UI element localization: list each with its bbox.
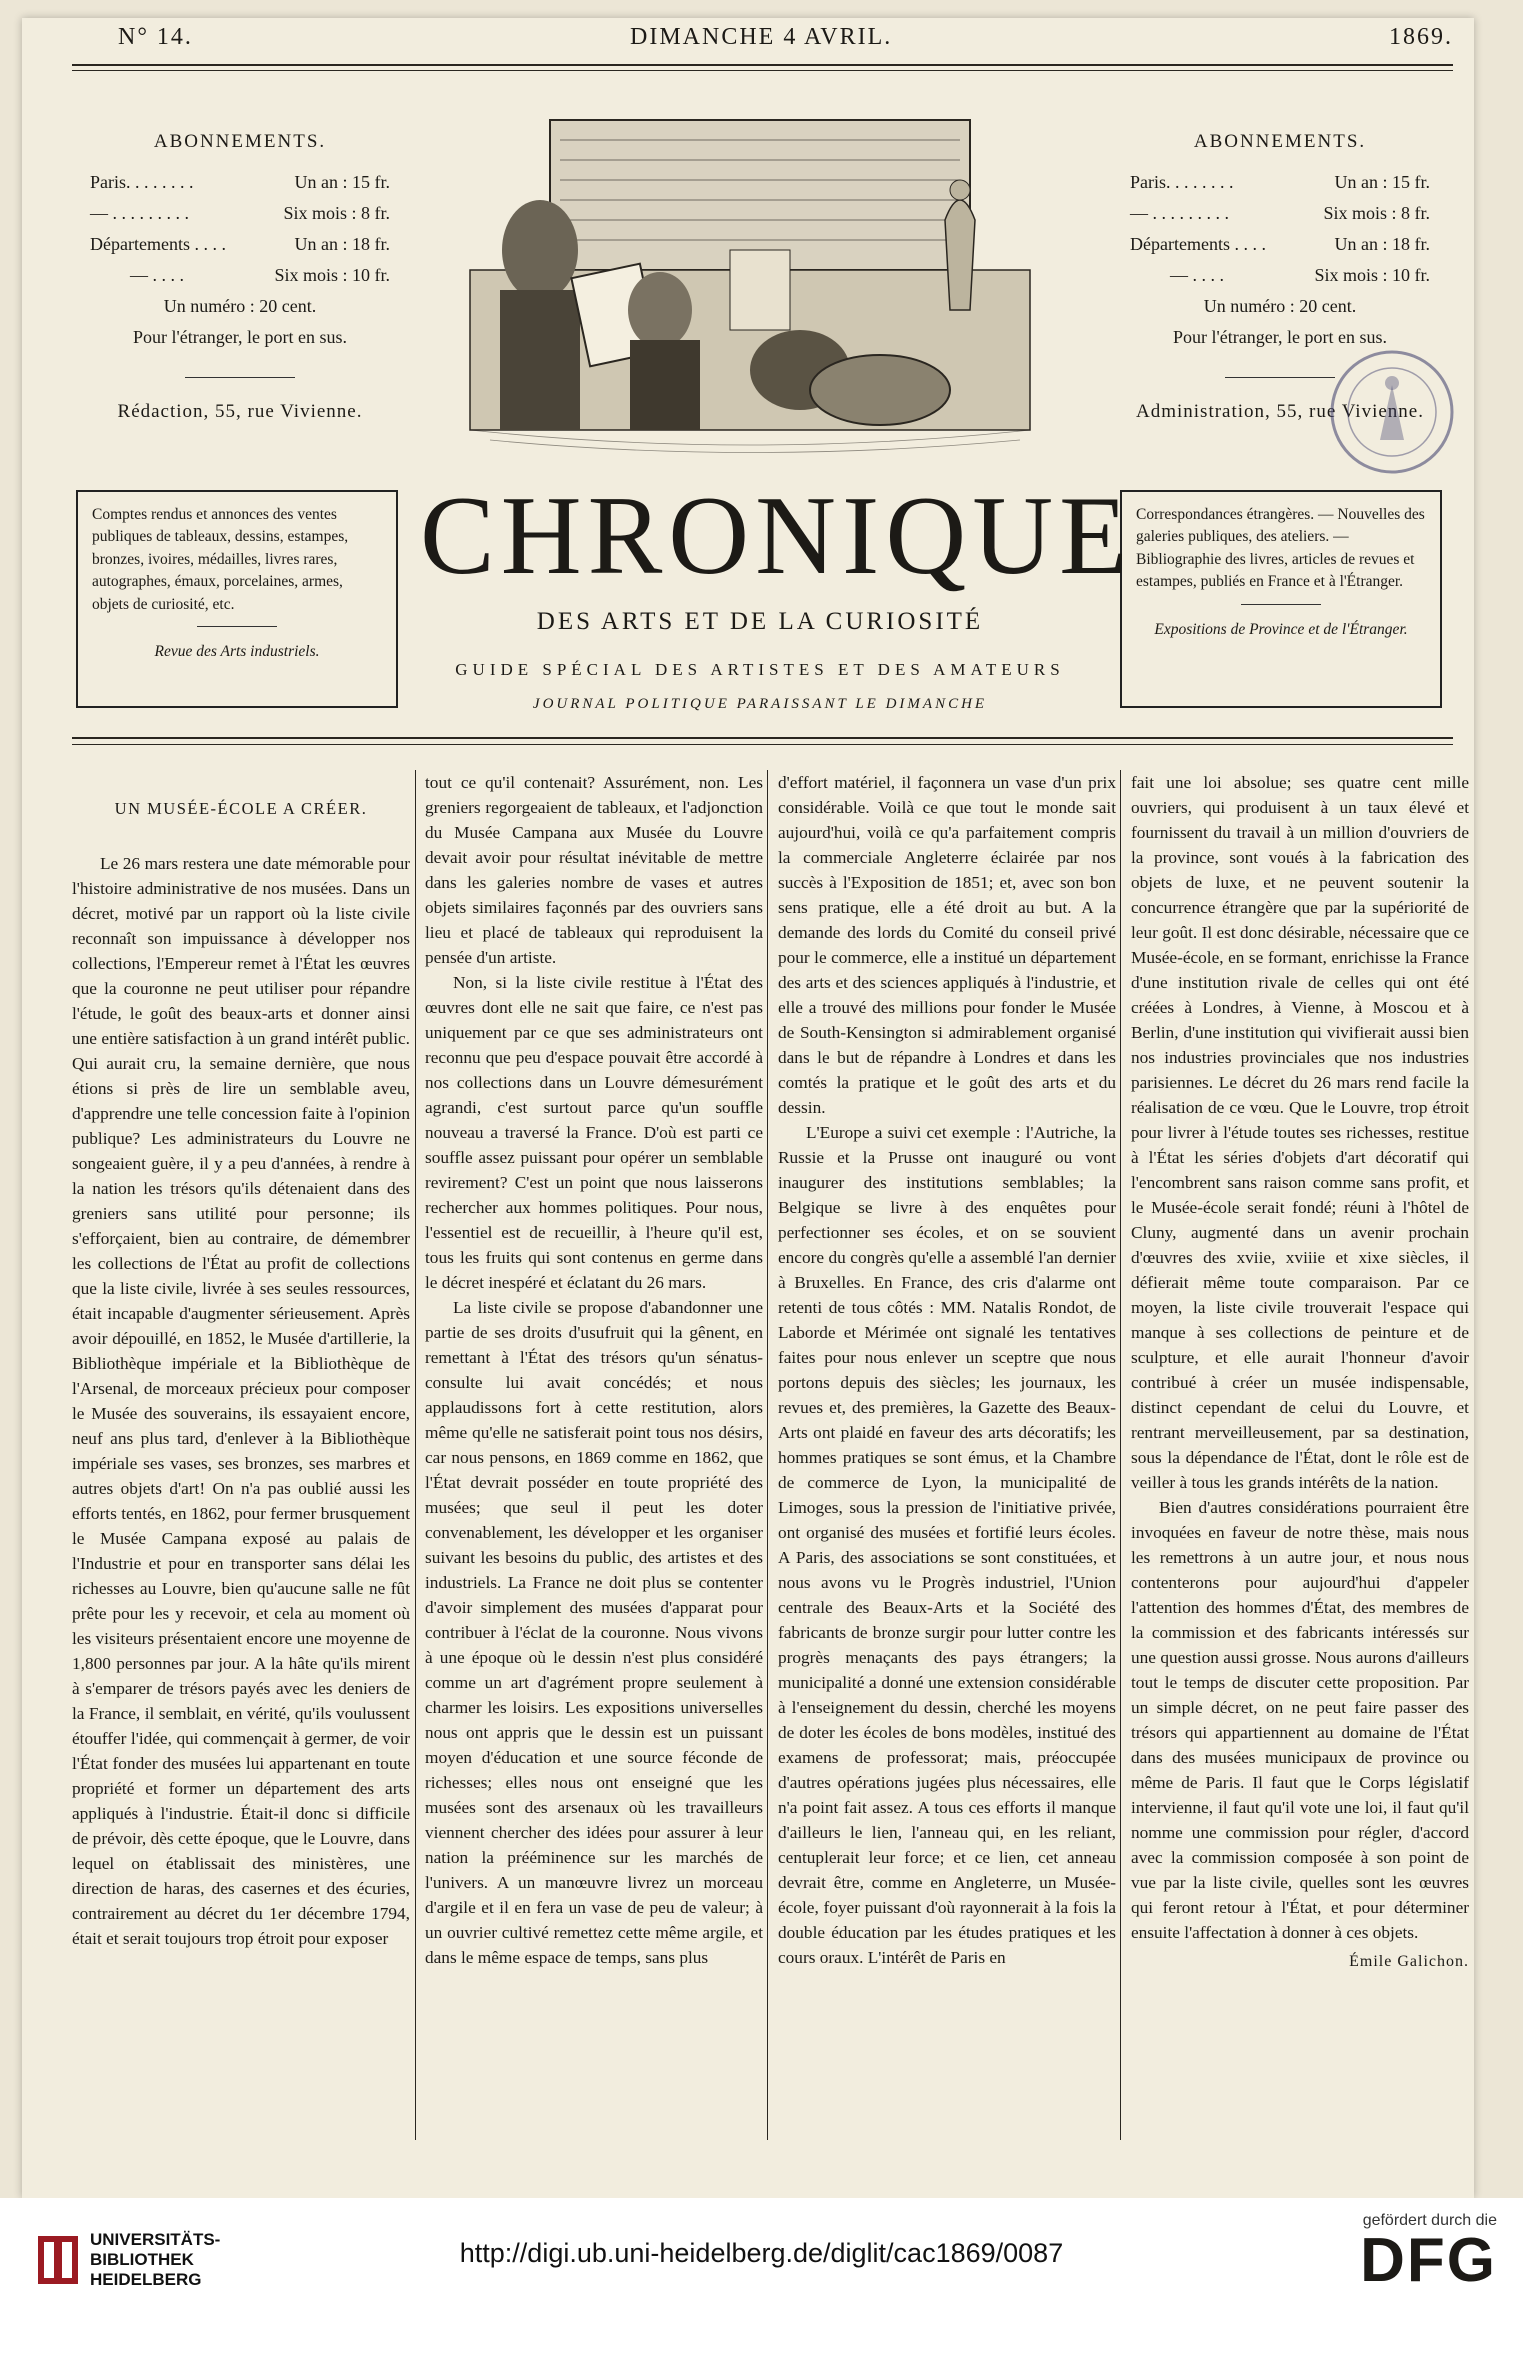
article-paragraph: Bien d'autres considérations pourraient être invoquées en faveur de notre thèse, mais nous les remettrons à un autre jour, et nous nous contenterons pour aujourd'hui d'appeler l'attention des hommes d'État, des membres de la commission et des fabricants intéressés sur une question aussi grosse. Nous aurons d'ailleurs tout le temps de discuter cette proposition. Par un simple décret, on ne peut faire passer des trésors qui appartiennent au domaine de l'État dans des musées municipaux de province ou même de Paris. Il faut que le Corps législatif intervienne, il faut qu'il vote une loi, il faut qu'il nomme une commission pour régler, d'accord avec la commission composée à son point de vue par la liste civile, quelles sont les œuvres qui feront retour à l'État, et pour déterminer ensuite l'affectation à donner à ces objets. [1131,1498,1469,1942]
article-column-3 [778,770,1116,1970]
funded-by-text: gefördert durch die [1362,2212,1497,2229]
subscriptions-left [90,132,390,421]
issue-year: 1869. [1389,24,1453,50]
article-heading: UN MUSÉE-ÉCOLE A CRÉER. [114,799,368,818]
library-name-line3: HEIDELBERG [90,2270,202,2289]
masthead-rule [72,737,1453,739]
dfg-logo[interactable] [1360,2212,1497,2295]
content-box-text: Comptes rendus et annonces des ventes publiques de tableaux, dessins, estampes, bronzes, ivoires, médailles, livres rares, autographes, émaux, porcelaines, armes, objets de curiosité, etc. [92,506,349,613]
issue-number: N° 14. [118,24,193,50]
editorial-address: Rédaction, 55, rue Vivienne. [117,401,363,422]
single-issue-price: Un numéro : 20 cent. [163,296,317,316]
content-box-right [1120,490,1442,708]
library-stamp-icon [1325,345,1460,480]
short-divider [1241,604,1321,605]
article-paragraph: Non, si la liste civile restitue à l'État des œuvres dont elle ne sait que faire, ce n'est pas uniquement par ce que ses administrateurs ont reconnu que peu d'espace pouvait être accordé à nos collections dans un Louvre démesurément agrandi, c'est surtout parce qu'un souffle nouveau a traversé la France. D'où est parti ce souffle assez puissant pour opérer un semblable revirement? C'est un point que nous laisserons rechercher aux hommes politiques. Pour nous, l'essentiel est de recueillir, à l'heure qu'il est, tous les fruits qui sont contenus en germe dans le décret inespéré et éclatant du 26 mars. [425,973,763,1292]
article-column-2 [425,770,763,1970]
single-issue-price: Un numéro : 20 cent. [1203,296,1357,316]
content-box-footer: Revue des Arts industriels. [154,643,320,661]
column-separator [415,770,416,2140]
masthead-rule-thin [72,744,1453,745]
document-url-link[interactable]: http://digi.ub.uni-heidelberg.de/diglit/cac1869/0087 [459,2238,1064,2268]
header-row [100,24,1453,64]
subscription-row: Paris. . . . . . . . Un an : 15 fr. [90,172,390,192]
foreign-postage-note: Pour l'étranger, le port en sus. [133,327,347,347]
article-paragraph: tout ce qu'il contenait? Assurément, non. Les greniers regorgeaient de tableaux, et l'adjonction du Musée Campana aux Musée du Louvre devait avoir pour résultat inévitable de mettre dans les galeries nombre de vases et autres objets similaires façonnés par des ouvriers sans lieu et placé de tableaux qui reproduisent la pensée d'un artiste. [425,773,763,967]
masthead-title: CHRONIQUE [420,474,1134,598]
content-box-text: Correspondances étrangères. — Nouvelles des galeries publiques, des ateliers. — Bibliographie des livres, articles de revues et estampes, publiés en France et à l'Étranger. [1136,506,1425,591]
library-name-line1: UNIVERSITÄTS- [90,2230,221,2249]
header-rule-thin [72,70,1453,71]
subscription-row: — . . . . . . . . . Six mois : 8 fr. [1130,203,1430,223]
short-divider [1225,377,1335,378]
article-paragraph: d'effort matériel, il façonnera un vase d'un prix considérable. Voilà ce que tout le monde sait aujourd'hui, voilà ce qu'a parfaitement compris la commerciale Angleterre éclairée par nos succès à l'Exposition de 1851; et, avec son bon sens pratique, elle a été droit au but. A la demande des lords du Comité du conseil privé pour le commerce, elle a institué un département des arts et des sciences appliqués à l'industrie, et elle a trouvé des millions pour fonder le Musée de South-Kensington si admirablement organisé dans le but de répandre à Londres et dans les comtés la pratique et le goût des arts et du dessin. [778,773,1116,1117]
article-signature: Émile Galichon. [1349,1953,1469,1970]
article-paragraph: La liste civile se propose d'abandonner une partie de ses droits d'usufruit qui la gênent, en remettant à l'État des trésors qu'un sénatus-consulte lui avait concédés; et nous applaudissons fort à cette restitution, alors même qu'elle ne satisferait point tous nos désirs, car nous pensons, en 1869 comme en 1862, que l'État devrait posséder en toute propriété des musées; que seul il peut les doter convenablement, les développer et les organiser suivant les besoins du public, des artistes et des industriels. La France ne doit plus se contenter d'avoir simplement des musées d'apparat pour contribuer à l'éclat de la couronne. Nous vivons à une époque où le dessin n'est plus considéré comme un art d'agrément propre seulement à charmer les loisirs. Les expositions universelles nous ont appris que le dessin est un puissant moyen d'éducation et une source féconde de richesses; elles nous ont enseigné que les musées sont des arsenaux où les travailleurs viennent chercher des idées pour assurer à leur nation la prééminence sur les marchés de l'univers. A un manœuvre livrez un morceau d'argile et il en fera un vase de peu de valeur; à un ouvrier cultivé remettez cette même argile, et dans le même espace de temps, sans plus [425,1298,763,1967]
subscription-row: Paris. . . . . . . . Un an : 15 fr. [1130,172,1430,192]
subscription-row: — . . . . Six mois : 10 fr. [130,265,390,285]
short-divider [185,377,295,378]
article-column-4 [1131,770,1469,1974]
article-paragraph: fait une loi absolue; ses quatre cent mille ouvriers, qui produisent à un taux élevé et fournissent du travail à un million d'ouvriers de la province, sont voués à la fabrication des objets de luxe, et ne peuvent soutenir la concurrence étrangère que par la supériorité de leur goût. Il est donc désirable, nécessaire que ce Musée-école, en se formant, enrichisse la France d'une institution rivale de celles qui ont été créées à Londres, à Vienne, à Moscou et à Berlin, d'une institution qui vivifierait aussi bien nos industries provinciales que nos industries parisiennes. Le décret du 26 mars rend facile la réalisation de ce vœu. Que le Louvre, trop étroit pour livrer à l'étude toutes ses richesses, restitue à l'État les séries d'objets d'art décoratif qui l'encombrent sans raison comme sans profit, et le Musée-école serait fondé; réuni à l'hôtel de Cluny, augmenté dans un avenir prochain d'œuvres des xviie, xviiie et xixe siècles, il défierait même toute comparaison. Par ce moyen, la liste civile trouverait l'espace qui manque à ses collections de peinture et de sculpture, et elle aurait l'honneur d'avoir contribué à créer un musée indispensable, distinct cependant de celui du Louvre, et rentrant merveilleusement, par sa destination, sous la dépendance de l'État, dont le rôle est de veiller à tous les grands intérêts de la nation. [1131,773,1469,1492]
library-name-line2: BIBLIOTHEK [90,2250,194,2269]
subscription-row: Départements . . . . Un an : 18 fr. [1130,234,1430,254]
masthead-illustration [430,100,1080,470]
subscription-row: Départements . . . . Un an : 18 fr. [90,234,390,254]
content-box-left [76,490,398,708]
digitization-footer [0,2198,1523,2353]
subscription-row: — . . . . . . . . . Six mois : 8 fr. [90,203,390,223]
header-rule [72,64,1453,66]
content-box-footer: Expositions de Province et de l'Étranger. [1154,620,1408,638]
foreign-postage-note: Pour l'étranger, le port en sus. [1173,327,1387,347]
subscriptions-title: ABONNEMENTS. [1193,131,1367,152]
dfg-wordmark: DFG [1360,2226,1497,2295]
masthead-subtitle: DES ARTS ET DE LA CURIOSITÉ [536,608,984,635]
administration-address: Administration, 55, rue Vivienne. [1136,401,1424,422]
subscriptions-title: ABONNEMENTS. [153,131,327,152]
masthead-guide: GUIDE SPÉCIAL DES ARTISTES ET DES AMATEURS [455,660,1065,679]
article-paragraph: Le 26 mars restera une date mémorable pour l'histoire administrative de nos musées. Dans un décret, motivé par un rapport où la liste civile reconnaît son impuissance à développer nos collections, l'Empereur remet à l'État les œuvres que la couronne ne peut utiliser pour répandre l'étude, le goût des beaux-arts et donner ainsi une entière satisfaction à un grand intérêt public. Qui aurait cru, la semaine dernière, que nous étions si près de lire un semblable aveu, d'apprendre une telle concession faite à l'opinion publique? Les administrateurs du Louvre ne songeaient guère, il y a peu d'années, à rendre à la nation les trésors qu'ils détenaient dans des greniers sans utilité pour personne; ils s'efforçaient, bien au contraire, de démembrer les collections de l'État au profit de collections que la liste civile, livrée à ses seules ressources, était incapable d'augmenter sérieusement. Après avoir dépouillé, en 1852, le Musée d'artillerie, la Bibliothèque impériale et la Bibliothèque de l'Arsenal, de morceaux précieux pour composer le Musée des souverains, ils essayaient encore, neuf ans plus tard, d'enlever à la Bibliothèque impériale ses vases, ses bronzes, ses marbres et autres objets d'art! On n'a pas oublié aussi les efforts tentés, en 1862, pour fermer brusquement le Musée Campana exposé au palais de l'Industrie et pour en transporter sans délai les richesses au Louvre, bien qu'aucune salle ne fût prête pour les y recevoir, et cela au moment où les visiteurs présentaient encore une moyenne de 1,800 personnes par jour. A la hâte qu'ils mirent à s'emparer de trésors payés avec les deniers de la France, il semblait, en vérité, qu'ils voulussent étouffer l'idée, qui commençait à germer, de voir l'État fonder des musées lui appartenant en toute propriété et former un département des arts appliqués à l'industrie. Était-il donc si difficile de prévoir, dès cette époque, que le Louvre, dans lequel on établissait des ministères, une direction de haras, des casernes et des écuries, contrairement au décret du 1er décembre 1794, était et serait toujours trop étroit pour exposer [72,854,410,1948]
masthead-journal: JOURNAL POLITIQUE PARAISSANT LE DIMANCHE [532,696,988,712]
article-paragraph: L'Europe a suivi cet exemple : l'Autriche, la Russie et la Prusse ont inauguré ou vont inaugurer des institutions semblables; la Belgique se livre à des enquêtes pour perfectionner ses écoles, et on se souvient encore du congrès qu'elle a assemblé l'an dernier à Bruxelles. En France, des cris d'alarme ont retenti de tous côtés : MM. Natalis Rondot, de Laborde et Mérimée ont signalé les tentatives faites pour nous enlever un sceptre que nous portons depuis des siècles; les journaux, les revues et, des premières, la Gazette des Beaux-Arts ont plaidé en faveur des arts décoratifs; les hommes pratiques se sont émus, et la Chambre de commerce de Lyon, la municipalité de Limoges, sous la pression de l'initiative privée, ont organisé des musées et fortifié leurs écoles. A Paris, des associations se sont constituées, et nous avons vu le Progrès industriel, l'Union centrale des Beaux-Arts et la Société des fabricants de bronze surgir pour lutter contre les progrès menaçants des pays étrangers; la municipalité a donné une extension considérable à l'enseignement du dessin, cherché les moyens de doter les écoles de bons modèles, institué des examens de professorat; mais, préoccupée d'autres opérations jugées plus nécessaires, elle n'a point fait assez. A tous ces efforts il manque d'ailleurs le lien, l'anneau qui, en les reliant, centuplerait leur force; et ce lien, cet anneau devrait être, comme en Angleterre, un Musée-école, foyer puissant d'où rayonnerait à la fois la double éducation par les études pratiques et les cours oraux. L'intérêt de Paris en [778,1123,1116,1967]
issue-date: DIMANCHE 4 AVRIL. [630,24,893,50]
column-separator [1120,770,1121,2140]
article-column-1 [72,770,410,1951]
short-divider [197,626,277,627]
column-separator [767,770,768,2140]
subscription-row: — . . . . Six mois : 10 fr. [1170,265,1430,285]
